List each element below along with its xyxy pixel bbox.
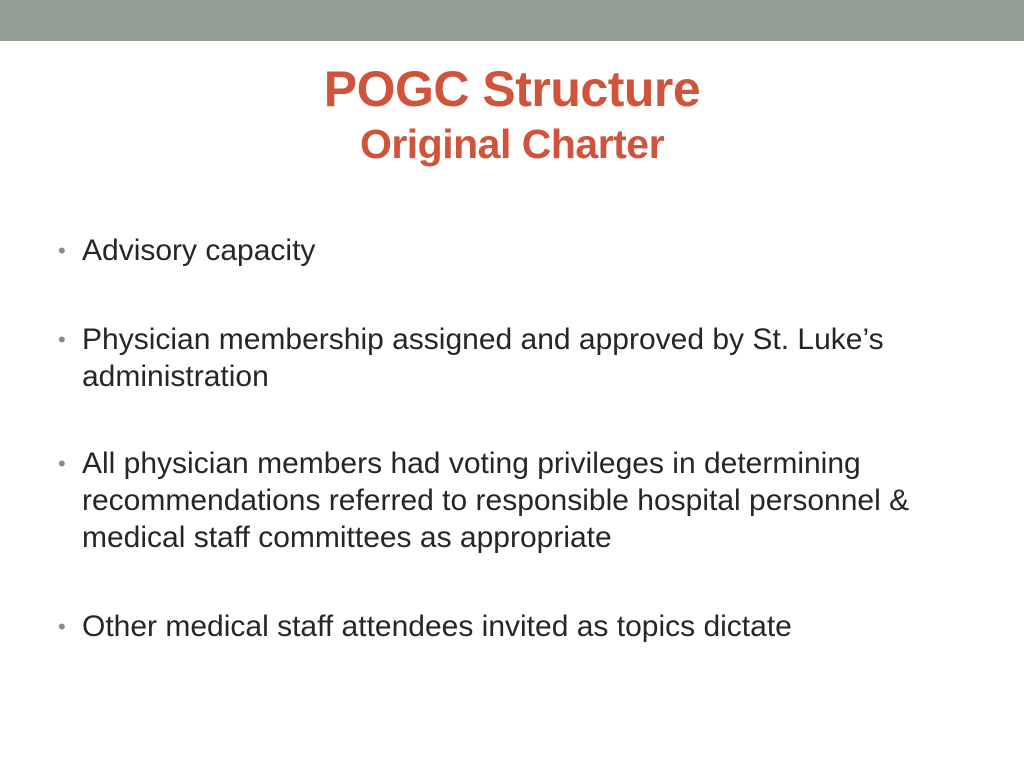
bullet-list <box>58 232 978 645</box>
slide-title: POGC Structure <box>323 61 701 117</box>
slide-subtitle: Original Charter <box>359 121 665 167</box>
bullet-item <box>58 232 978 269</box>
title-block <box>0 58 1024 168</box>
bullet-icon: • <box>58 327 66 352</box>
bullet-icon: • <box>58 238 66 263</box>
bullet-item <box>58 608 978 645</box>
bullet-icon: • <box>58 614 66 639</box>
bullet-item <box>58 445 978 556</box>
bullet-icon: • <box>58 451 66 476</box>
bullet-text: Other medical staff attendees invited as topics dictate <box>82 610 792 643</box>
top-decorative-band <box>0 0 1024 41</box>
bullet-item <box>58 321 978 395</box>
bullet-text: All physician members had voting privileges in determining recommendations referred to responsible hospital personnel & medical staff committees as appropriate <box>82 447 910 554</box>
bullet-text: Advisory capacity <box>82 234 316 267</box>
bullet-text: Physician membership assigned and approved by St. Luke’s administration <box>82 323 884 393</box>
